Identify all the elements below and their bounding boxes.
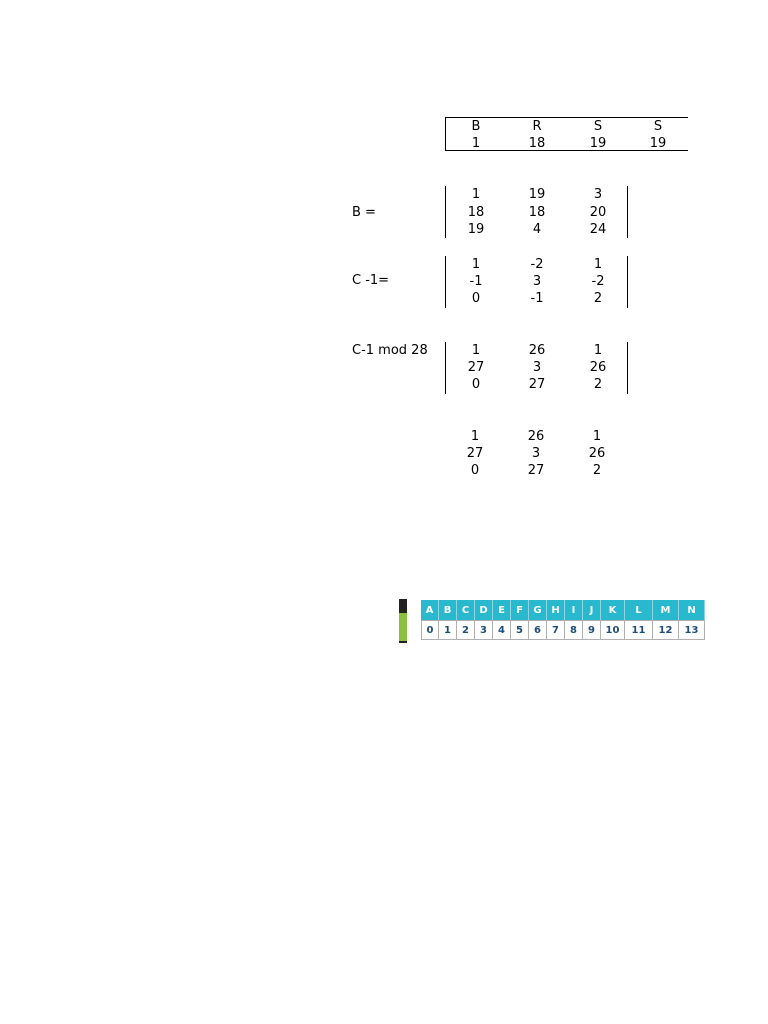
letter-cell: R bbox=[532, 119, 542, 134]
alphabet-number-strip bbox=[421, 600, 699, 640]
alphabet-letter-cell: F bbox=[511, 600, 529, 620]
alphabet-letter-cell: N bbox=[679, 600, 705, 620]
alphabet-letter-cell: J bbox=[583, 600, 601, 620]
alphabet-letter-row bbox=[421, 600, 705, 620]
alphabet-number-cell: 6 bbox=[529, 620, 547, 640]
alphabet-letter-cell: M bbox=[653, 600, 679, 620]
matrix-c-inverse bbox=[445, 256, 628, 308]
alphabet-letter-cell: H bbox=[547, 600, 565, 620]
matrix-c-inverse-mod-label: C-1 mod 28 bbox=[352, 343, 428, 358]
matrix-cell: 26 bbox=[528, 343, 546, 358]
matrix-cell: 2 bbox=[593, 377, 603, 392]
matrix-cell: 18 bbox=[528, 205, 546, 220]
alphabet-letter-cell: E bbox=[493, 600, 511, 620]
side-bar-dark-segment bbox=[399, 641, 407, 643]
matrix-b bbox=[445, 186, 628, 238]
letter-cell: S bbox=[653, 119, 663, 134]
matrix-cell: 0 bbox=[471, 291, 481, 306]
alphabet-number-cell: 1 bbox=[439, 620, 457, 640]
matrix-cell: 2 bbox=[593, 291, 603, 306]
matrix-cell: -1 bbox=[469, 274, 483, 289]
matrix-cell: 3 bbox=[531, 446, 541, 461]
alphabet-number-row bbox=[421, 620, 705, 640]
matrix-cell: 27 bbox=[527, 463, 545, 478]
matrix-cell: -2 bbox=[530, 257, 544, 272]
letter-cell: B bbox=[471, 119, 481, 134]
alphabet-number-cell: 13 bbox=[679, 620, 705, 640]
alphabet-number-cell: 9 bbox=[583, 620, 601, 640]
alphabet-number-cell: 2 bbox=[457, 620, 475, 640]
alphabet-letter-cell: B bbox=[439, 600, 457, 620]
matrix-cell: 3 bbox=[593, 187, 603, 202]
matrix-c-inverse-mod bbox=[445, 342, 628, 394]
alphabet-letter-cell: G bbox=[529, 600, 547, 620]
matrix-cell: 4 bbox=[532, 222, 542, 237]
matrix-cell: 26 bbox=[527, 429, 545, 444]
alphabet-letter-cell: D bbox=[475, 600, 493, 620]
matrix-cell: 26 bbox=[589, 360, 607, 375]
side-bar-green-segment bbox=[399, 613, 407, 641]
matrix-cell: 20 bbox=[589, 205, 607, 220]
matrix-cell: 3 bbox=[532, 274, 542, 289]
alphabet-letter-cell: L bbox=[625, 600, 653, 620]
matrix-cell: 0 bbox=[471, 377, 481, 392]
alphabet-letter-cell: K bbox=[601, 600, 625, 620]
alphabet-letter-cell: C bbox=[457, 600, 475, 620]
matrix-cell: 3 bbox=[532, 360, 542, 375]
matrix-cell: -1 bbox=[530, 291, 544, 306]
alphabet-number-cell: 8 bbox=[565, 620, 583, 640]
matrix-cell: 27 bbox=[528, 377, 546, 392]
alphabet-number-cell: 3 bbox=[475, 620, 493, 640]
alphabet-number-cell: 4 bbox=[493, 620, 511, 640]
side-bar-dark-segment bbox=[399, 599, 407, 613]
matrix-cell: 24 bbox=[589, 222, 607, 237]
matrix-cell: 2 bbox=[592, 463, 602, 478]
matrix-cell: 26 bbox=[588, 446, 606, 461]
matrix-cell: 0 bbox=[470, 463, 480, 478]
alphabet-number-cell: 5 bbox=[511, 620, 529, 640]
matrix-cell: 1 bbox=[593, 257, 603, 272]
strip-side-bar bbox=[399, 599, 407, 643]
matrix-cell: 18 bbox=[467, 205, 485, 220]
matrix-cell: 27 bbox=[467, 360, 485, 375]
letter-cell: S bbox=[593, 119, 603, 134]
alphabet-letter-cell: I bbox=[565, 600, 583, 620]
matrix-cell: 19 bbox=[467, 222, 485, 237]
matrix-cell: -2 bbox=[591, 274, 605, 289]
alphabet-number-cell: 11 bbox=[625, 620, 653, 640]
value-cell: 18 bbox=[528, 136, 546, 151]
matrix-cell: 1 bbox=[592, 429, 602, 444]
alphabet-number-cell: 0 bbox=[421, 620, 439, 640]
value-cell: 1 bbox=[471, 136, 481, 151]
matrix-cell: 27 bbox=[466, 446, 484, 461]
matrix-cell: 1 bbox=[471, 257, 481, 272]
matrix-b-label: B = bbox=[352, 205, 376, 220]
matrix-cell: 19 bbox=[528, 187, 546, 202]
matrix-cell: 1 bbox=[593, 343, 603, 358]
matrix-cell: 1 bbox=[470, 429, 480, 444]
matrix-cell: 1 bbox=[471, 343, 481, 358]
letter-value-table bbox=[445, 117, 688, 151]
matrix-c-inverse-label: C -1= bbox=[352, 273, 390, 288]
matrix-result bbox=[445, 428, 628, 480]
alphabet-letter-cell: A bbox=[421, 600, 439, 620]
alphabet-number-cell: 7 bbox=[547, 620, 565, 640]
alphabet-number-cell: 12 bbox=[653, 620, 679, 640]
alphabet-number-cell: 10 bbox=[601, 620, 625, 640]
matrix-cell: 1 bbox=[471, 187, 481, 202]
value-cell: 19 bbox=[589, 136, 607, 151]
value-cell: 19 bbox=[649, 136, 667, 151]
